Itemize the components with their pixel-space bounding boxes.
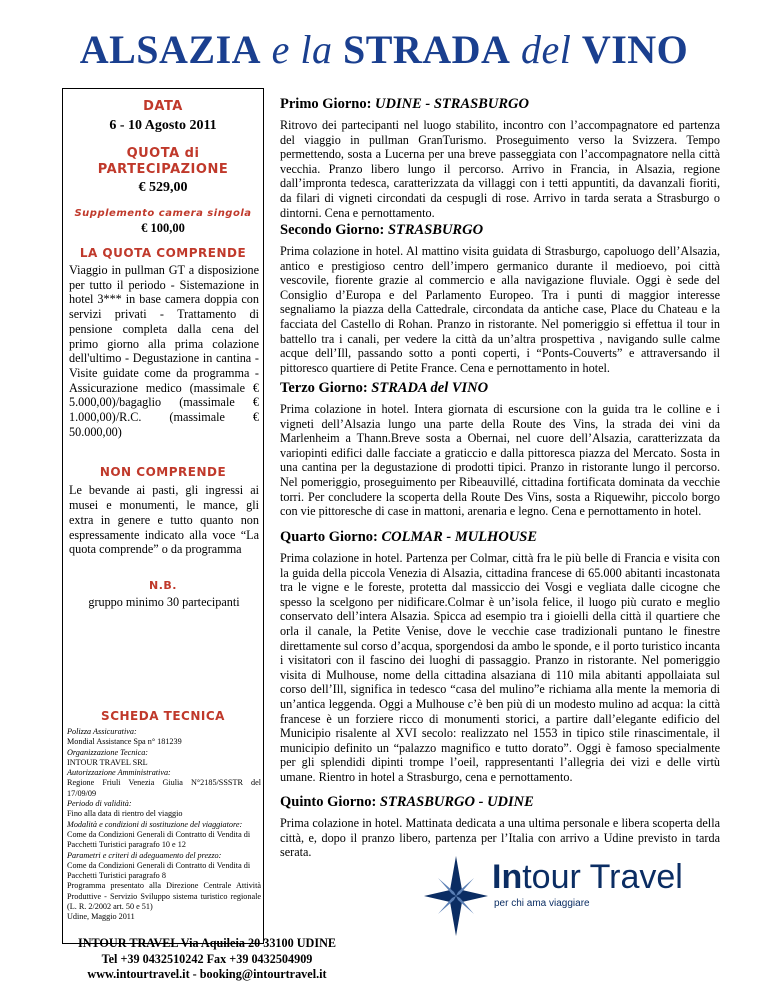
supplemento-heading: Supplemento camera singola xyxy=(74,208,252,219)
page-title: ALSAZIA e la STRADA del VINO xyxy=(79,27,689,72)
non-comprende-text: Le bevande ai pasti, gli ingressi ai musei e monumenti, le mance, gli extra in genere e tutto quanto non espressamente indicato alla voce “La quota comprende” o da programma xyxy=(69,483,259,557)
day-title: Terzo Giorno: STRADA del VINO xyxy=(280,380,489,396)
quota-heading: QUOTA di PARTECIPAZIONE xyxy=(97,146,229,177)
day-4 xyxy=(280,529,720,785)
compass-star-icon xyxy=(424,856,488,936)
non-comprende-heading: NON COMPRENDE xyxy=(99,465,227,480)
day-text: Prima colazione in hotel. Mattinata dedicata a una ultima personale e libera scoperta della città, e, dopo il pranzo libero, partenza per l’Italia con arrivo a Udine previsto in tarda serata. xyxy=(280,816,720,860)
day-5 xyxy=(280,794,720,860)
contact-footer: INTOUR TRAVEL Via Aquileia 20 33100 UDINE Tel +39 0432510242 Fax +39 0432504909 www.intourtravel.it - booking@intourtravel.it xyxy=(77,936,337,981)
day-2 xyxy=(280,222,720,375)
day-title: Quarto Giorno: COLMAR - MULHOUSE xyxy=(280,529,537,545)
scheda-tecnica: Polizza Assicurativa: Mondial Assistance Spa n° 181239 Organizzazione Tecnica: INTOUR TRAVEL SRL Autorizzazione Amministrativa: Regione Friuli Venezia Giulia N°2185/SSSTR del 17/09/09 Periodo di validità: Fino alla data di rientro del viaggio Modalità e condizioni di sostituzione del viaggiatore: Come da Condizioni Generali di Contratto di Vendita di Pacchetti Turistici paragrafo 10 e 12 Parametri e criteri di adeguamento del prezzo: Come da Condizioni Generali di Contratto di Vendita di Pacchetti Turistici paragrafo 8 Programma presentato alla Direzione Centrale Attività Produttive - Servizio Sviluppo sistema turistico regionale (L. R. 2/2002 art. 50 e 51) Udine, Maggio 2011 xyxy=(67,727,261,922)
data-heading: DATA xyxy=(143,99,183,114)
day-title: Secondo Giorno: STRASBURGO xyxy=(280,222,484,238)
day-title: Quinto Giorno: STRASBURGO - UDINE xyxy=(280,794,534,810)
supplemento-value: € 100,00 xyxy=(141,221,185,235)
logo-tagline: per chi ama viaggiare xyxy=(494,898,590,909)
nb-heading: N.B. xyxy=(149,578,177,592)
comprende-heading: LA QUOTA COMPRENDE xyxy=(79,246,247,260)
quota-value: € 529,00 xyxy=(138,180,188,195)
comprende-text: Viaggio in pullman GT a disposizione per tutto il periodo - Sistemazione in hotel 3*** in base camera doppia con servizi privati - Trattamento di pensione completa dalla cena del primo giorno alla prima colazione dell'ultimo - Degustazione in cantina - Visite guidate come da programma - Assicurazione medico (massimale € 5.000,00)/bagaglio (massimale € 1.000,00)/R.C. (massimale € 50.000,00) xyxy=(69,263,259,439)
info-sidebar xyxy=(62,88,264,944)
day-1 xyxy=(280,96,720,220)
intour-travel-logo xyxy=(420,856,750,946)
day-text: Ritrovo dei partecipanti nel luogo stabilito, incontro con l’accompagnatore ed partenza del viaggio in pullman GranTurismo. Proseguimento verso la Svizzera. Tempo permettendo, sosta a Lucerna per una breve passeggiata con l’accompagnatore nella città vecchia. Pranzo libero lungo il percorso. Arrivo in Francia, in Alsazia, regione dall’impronta tedesca, caratterizzata da villaggi con i tetti appuntiti, da davanzali fioriti, da filari di vigneti circondati da cespugli di rose. Arrivo in tarda serata a Strasburgo o dintorni. Cena e pernottamento. xyxy=(280,118,720,220)
data-value: 6 - 10 Agosto 2011 xyxy=(109,118,217,133)
day-title: Primo Giorno: UDINE - STRASBURGO xyxy=(280,96,529,112)
logo-wordmark: Intour Travel xyxy=(492,858,683,896)
day-text: Prima colazione in hotel. Intera giornata di escursione con la guida tra le colline e i vigneti dell’Alsazia lungo una parte della Route des Vins, la strada dei vini da Marlenheim a Thann.Breve sosta a Obernai, nel cuore dell’Alsazia, caratterizzata da variopinti edifici dalle facciate a graticcio e dalla pittoresca piazza del Mercato. Sosta in una cantina per la degustazione di prodotti tipici. Pranzo in ristorante lungo il percorso. Nel pomeriggio, proseguimento per Ribeauvillé, cittadina fortificata dominata da vecchie torri. Per concludere la scoperta della Route Des Vins, sosta a Riquewihr, piccolo borgo con vie pittoresche di case in mattoni, arenaria e legno. Cena e pernottamento in hotel. xyxy=(280,402,720,519)
day-3 xyxy=(280,380,720,519)
day-text: Prima colazione in hotel. Partenza per Colmar, città fra le più belle di Francia e visita con la guida della piccola Venezia di Alsazia, cittadina francese di 65.000 abitanti incastonata tra le vigne e le foreste, protetta dal massiccio dei Vosgi e vegliata dalle cicogne che spesso la scelgono per nidificare.Colmar è un’isola felice, il luogo più curato e meglio conservato dell’intera Alsazia. Spicca ad esempio tra i gioielli della città il quartiere che orla il canale, la Petite Venise, dove le vecchie case tradizionali puntano le finestre direttamente sul corso d’acqua, sporgendosi da ambo le sponde, e il porto turistico incanta i visitatori con il fascino dei luoghi di passaggio. Pranzo in ristorante. Nel pomeriggio visita di Mulhouse, nome della cittadina alsaziana di 110 mila abitanti appollaiata sul corso dell’Ill, significa in tedesco “casa del mulino”e richiama alla mente la memoria di un’antica leggenda. Oggi a Mulhouse c’è ben più di un modesto mulino ad acqua: la città francese è un forziere ricco di monumenti storici, a partire dall’elegante edificio del Municipio risalente al XVI secolo: realizzato nel 1553 in tipico stile rinascimentale, il municipio definito un “palazzo magnifico e tutto dorato”. Oggi è famoso specialmente per gli splendidi dipinti trompe l’oeil, rappresentanti l’allegria dei vizi e delle virtù umane. Rientro in hotel a Strasburgo, cena e pernottamento. xyxy=(280,551,720,784)
day-text: Prima colazione in hotel. Al mattino visita guidata di Strasburgo, capoluogo dell’Alsazia, antico e prestigioso centro dell’impero germanico durante il medioevo, poi città vescovile, fiorente grazie al commercio e alla navigazione fluviale. Oggi è sede del Consiglio d’Europa e del Parlamento Europeo. Tra i punti di maggior interesse segnaliamo la piazza della Cattedrale, circondata da antiche case, Place du Chateau e la facciata del Castello di Rohan. Pranzo in ristorante. Nel pomeriggio si effettua il tour in battello tra i canali, per vedere la città da un’altra prospettiva , navigando sulle calme acque dell’Ill, passando sotto a ponti coperti, i “Ponts-Couverts” e attraversando il pittoresco quartiere di Petite France. Cena e pernottamento in hotel. xyxy=(280,244,720,375)
scheda-heading: SCHEDA TECNICA xyxy=(101,709,225,723)
nb-text: gruppo minimo 30 partecipanti xyxy=(88,594,240,609)
